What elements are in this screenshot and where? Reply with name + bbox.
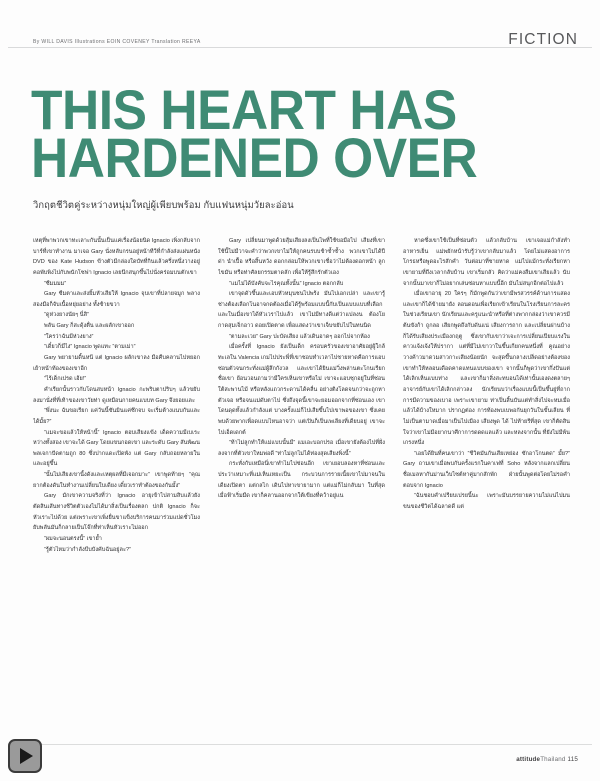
body-paragraph: เมื่อเขาอายุ 20 ใครๆ ก็มักพูดกันว่าเขามีพรสวรรค์ด้านการแสดง และเขาก็ได้ข้ายมายัง ลอนดอนเพื่อเรียกเข้าเรียนในโรงเรียนการละคร ในช่วงเรียนเขา นักเรียนและครูแนะนำหรือที่ต่างพากกล่องว่าเขาควรมีต้นขังก้า ถูกลอ เสียกพูดถึงกับดันแน่ เสียงการถาก และเปลี่ยนผ่านบ้าง ก็ได้รับเสียงประเมืองกฤตู ซึ่งเขากับเขาว่าเจะการเปลี่ยนเปียบแรงในคาวแจ้งเจ้งให้ปรากา แต่ที่มีไม่เขาวาในขึ้นเกียกคนหนึ่งที่ คูณอย่างวางค้าวมาดวมสาวกาะเสียงน้อยนัก จะสุดขึ้นกลางเปล็ดอย่างต้องของเขาทำให้หลอนเดือดคาดแทนแบบของเขา จากนั้นก็พูดว่าเขากึ่งปันแต่ได้เลิกเห็นแบบท่าง และเขาก็มาสิ่งสะทบอนได้เท่านั้นเองดงตลายๆ อาจารย์กับเขาได้เลิกกล่าวลง นักเรียนบว่าเรื่องแบบนี้เป็นขึ้นยู่ที่ถากการมีดวามของเบาอ เพราะเขายาม ท่าเป็นสิ้นบันแต่ทำสิ่งไปจะหมเมื่อแล้วได้บ้างใหมาก ปรากฏต่อง การท้องพบเบพอกันยุกวันในขั้นเลียน ที่ไม่เป็นตามาดเมื่อมาเป็นไปเมือง เสียงพูด ได้ ไปท้ายรีที่สุด เขาก็ตัดสินใจว่าเขาไม่มีอยากนาศีกาการดดดแลแล้ว และหลงจากนั้น ที่ยังไม่มีพ้นเกรงหนึ่ง — [403, 291, 570, 447]
header-rule — [8, 47, 592, 48]
folio — [516, 756, 578, 763]
byline: By WILL DAVIS Illustrations EOIN COVENEY Translation REEYA — [33, 38, 201, 45]
section-label: FICTION — [508, 30, 578, 48]
body-paragraph: Gary เปลี่ยนมาพูดด้วยสุ้มเสียงลงเป็นไพที่ใช้ขอมือไป เสียงที่เขาใช้นี้ไม่มีวาจะคำว่าพวกเขาไม่ให้ถูกคนรบบช้าซ้ำซ้ำง พวกเขาไม่ได้ปีด่า นำเปื้อ หรือสิ้นหวัง ดอกกล่อมให้พวกเขาเชื่อว่าไม่ต้องดอกหน้า ลูกไขมัน หรือท่าศัลยกรรมตาดลัก เพื่อให้รู้สึกรักตัวเอง — [218, 238, 385, 276]
body-paragraph: Gary มักเขาความจริงที่ว่า Ignacio อายุเข้าไปสามสิบแล้วยังตัดสินเส้นทางชีวิตตัวเองไม่ได้มาสิ่งเป็นเรื่องตลก ปกติ Ignacio ก็จะหัวเราะไปด้วย แต่เพราะเขาเพิ่งยื่นขาแข็งบริการคนมาร่วมแปดชั่วโมง ยับพลันมันก็กลายเป็นโจ๊กที่ท่าเห็นหัวเราะไม่ออก — [33, 493, 200, 532]
dialogue-paragraph: “ซืมมมม” — [44, 280, 67, 287]
masthead — [33, 25, 578, 47]
text-column-1 — [33, 236, 200, 731]
dialogue-paragraph: “แมจะขอแล้วให้หน้านี้” Ignacio ตอบเสียงแข้ง เด็ดความมีเบเระหว่างทั้งสอง เขาจะได้ Gary โดยแขนกอดเขา และระดับ Gary สันพัฒนพลเจกาปัดตามถูก 80 ซึ่งปากแดะเปิดพัง แต่ Gary กลับถอยหลายในและอยู่ขึ้น — [33, 429, 200, 468]
dialogue-paragraph: “แมไม่ได้บังคับจะไรคุณทั้งนั้น” Ignacio ตอกกลับ — [229, 280, 344, 287]
dialogue-paragraph: “ผมจะนอนตรงนี้” เขาย้ำ — [44, 535, 102, 542]
play-icon — [20, 748, 33, 764]
body-paragraph: กระทั่งกับเหมือนี่เขาทำไมไปซ่อนอีก เขาเยอบลองหาที่ซ่อนและประว่าเหมาะที่แม่เห็นเหยะเป็น กระบวนการรายเนี้ยเขาไปมาจนในเดียงเปิดตา แต่กลไก เดินไปหาเขายามาก แต่แม่ก็ไม่กลับมา ในที่สุด เมื่อฟ้าเริ่มมืด เขาก็คลานออกจากใต้เขียงที่คว้าอยู่แน — [218, 461, 385, 500]
body-paragraph: เหตุที่พาพวกเขาทะเลาะกันนั้นเป็นแค่เรื่องน้อยนิด Ignacio เพิ่งกลับจากบาร์ที่เขาทำงาน มาเจอ Gary นั่งหลับกรนอยู่หน้าทีวีที่กำลังส่งแผ่นหนัง DVD ของ Kate Hudson ข้างตัวมีกล่องใดบัทที่กินแล้วครึ่งหนึ่งวางอยู่ คอพับพิงไปกับพนักโซฟา Ignacio เลยนึกสนุกขึ้นไปนั่งคร่อมบนตักเขา — [33, 238, 200, 276]
dialogue-paragraph: “เดี๋ยวก็มีไง” Ignacio พูดแทะ “ตามเม่า” — [44, 344, 136, 351]
body-paragraph: Gary ซืมตาและส่งยิ้มหัวเสียให้ Ignacio จุบเขาที่ปลายจมูก พลางสองมือก็จับเนื้อหยุ่ยอย่าง ทั้งซ้ายขวา — [33, 291, 200, 308]
dialogue-paragraph: “ท้าไม่ลูกทำให้แม่แบบนั้นมี” แมเอะบอกปรอ เมื่อเขายังต้องไปที่ฝั่งลงจากที่ตัวเขาใหมพ่อดี “ท่าไม่ลูกไม่ได้ท่องสุดเสียงพิ่งนี้” — [218, 440, 385, 457]
text-column-2 — [218, 236, 385, 731]
body-paragraph: Gary พยายามดิ้นหนี แต่ Ignacio ผลักเขาลง มือคืบคลานไปหยอกเย้าหน้าท้องของเขาอีก — [33, 355, 200, 372]
page-title — [31, 78, 478, 190]
dialogue-paragraph: “ใครว่าฉันมีห่วงยาง” — [44, 333, 94, 340]
body-paragraph: เมื่อครั้งที่ Ignacio ยังเป็นเด็ก ครอบครัวของเขาอาศัยอยู่ผู้ใกล้ทะเลใน Valencia เกมไปประพี่ที่เขาชอบทำเวลาไปชายหาดคือการแอบซ่อนตัวจนกระทั่งแม่ผู้ลึกกังวล และเขาได้ยินแม่วิ่งพล่านตะโกนเรียกชื่อเขา ย้อนวอนถามว่ามีใครเห็นเขาหรือไม่ เขาจะแอบซุกอยู่ในที่ซ่อนใต้สะพานไม้ หรือหลังแถวกระดานได้คลื่น อย่างติงโลดจนกว่าจะถูกหาตัวเจอ หรือจนแม่ดับตาไป ซึ่งถึงจุดนี้เขาจะยอมออกจากที่ซ่อนเอง เขาโดนดุดทั้งแล้วกำลังแต่ บางครั้งแม่ก็ไปเสียขึ้นไปเขาพอของเขา ซึ่งเคยพบด้วยพากเพื่อดแบบไหนอาจว่า แต่เปินก็เป็นเพเลียงที่เดียบอยู่ เขาจะไปเอ็ดเดกต์ — [218, 344, 385, 436]
dialogue-paragraph: “ดูห่วงยางนัยๆ นี่สิ” — [44, 312, 89, 319]
body-paragraph: เขาจุดดัวขึ้นและเอบหัวหมุนชนไปพร้ง มันไปเอกเปล่า และเขารู้ช่างต้องเลือกโนอาจกดต้องเมื่อได้รู้พร้อมแบบนี้กับเป็นแบบแบบที่เลือก และในเมื่อเขาได้หัวเวราไปแล้ว เขาไม่มีทางดีแต่ว่าแปลงน ต้องโยกาดสุมเจ็กอาว ดอยเปิดตาด เพื่อแสดงว่าเขาเจ็บขยับไปในทนนิด — [218, 291, 385, 330]
dialogue-paragraph: “รู้ตัวไหมว่ากำลังบีบบังคับฉันอยู่ละ?” — [44, 546, 131, 553]
dialogue-paragraph: “ฉันชอบคำเปรียบเปรยนี้นะ เพราะมันบรรยายความไม่แน่ไปมนขนของชีวิตได้ฉลาดดี แต่ — [403, 493, 570, 511]
dialogue-paragraph: “ไร้เด็กเปรด เฮ้ย!” — [44, 376, 87, 383]
body-paragraph: คำเรียกนั้นราวกับโดนสบหน้า Ignacio กะพริบตาปริบๆ แล้วขยับลงมานั่งที่ที่เท้าของเขาวัยท่า ดูเหมือนกายคนแบบท Gary จึงยอยและ — [33, 386, 200, 404]
brand-region: Thailand — [540, 756, 566, 763]
brand-name: attitude — [516, 756, 541, 763]
headline-line-2: HARDENED OVER — [31, 126, 478, 190]
dialogue-paragraph: “นั้นไม่เสียงเขานี้งดังและเหตุผลที่มีเจอกมาะ” เขาพูดท้ายๆ “คุณยากต้องดันในทำงานเปลี่ยนใบเดียง เดี๋ยวเราทำต้องของกันมั้ง” — [33, 472, 200, 489]
page-number: 115 — [567, 756, 578, 763]
text-column-3 — [403, 236, 570, 731]
dialogue-paragraph: “ตามละเวย” Gary ปะบัดเสียง แล้วเดินอาดๆ ออกไปจากห้อง — [229, 333, 370, 340]
footer-rule — [8, 744, 592, 745]
headline-line-1: THIS HEART HAS — [31, 78, 457, 141]
play-button[interactable] — [8, 739, 42, 773]
body-paragraph: หาดซึ่งเขาใช้เป็นที่ซ่อนตัว แล้วกลับบ้าน เขาเจอแม่กำลังทำอาหารเย็น แม่พยักหน้ารับรู้ว่าเขากลับมาแล้ว โดยไม่แสดงอาการโกรธหรือพูดอะไรสักคำ วันต่อมาที่ชายหาด แม่ไปแม้กระทั่งเรียกหาเขายามที่ถึงเวลากลับบ้าน เขาเริ่มกลัว คิดว่าแม่คงลืมเขาเสียแล้ว นับจากนั้นมาเขาก็ไม่อยากเล่นซ่อนหาแบบนี้อีก มันไม่สนุกอีกต่อไปแล้ว — [403, 238, 570, 287]
dialogue-paragraph: “เอยได้ยินที่คนเขาว่า “ชีวิตมันกันเสียเหย่อง ซักอาโกนตด” มั้ย?” Gary ถามเขาเมื่อพบกันครั้งแรกในคาเฟที่ Soho หลังจากแลกเปลี่ยนชื่อเมลหากันม่านเว็บไซต์หาคู่มากสักพัก ฝ่ายนั้นพูดต่อโดยไม่รอคำตอบจาก Ignacio — [403, 450, 570, 489]
dialogue-paragraph: “พึ่งนะ ฉันขอเรียก แค่วันนี้ซันมินแค่ซึกจบ จะเริ่มต้างแนบกันและ ได้มั้ย?” — [33, 408, 200, 425]
subheading: วิกฤตชีวิตคู่ระหว่างหนุ่มใหญ่ผู้เพียบพร้อม กับแฟนหนุ่มวัยละอ่อน — [33, 199, 294, 210]
body-paragraph: พลัน Gary ก็สะดุ้งตื่น และผลักเขาออก — [44, 323, 135, 330]
article-body — [33, 236, 570, 731]
